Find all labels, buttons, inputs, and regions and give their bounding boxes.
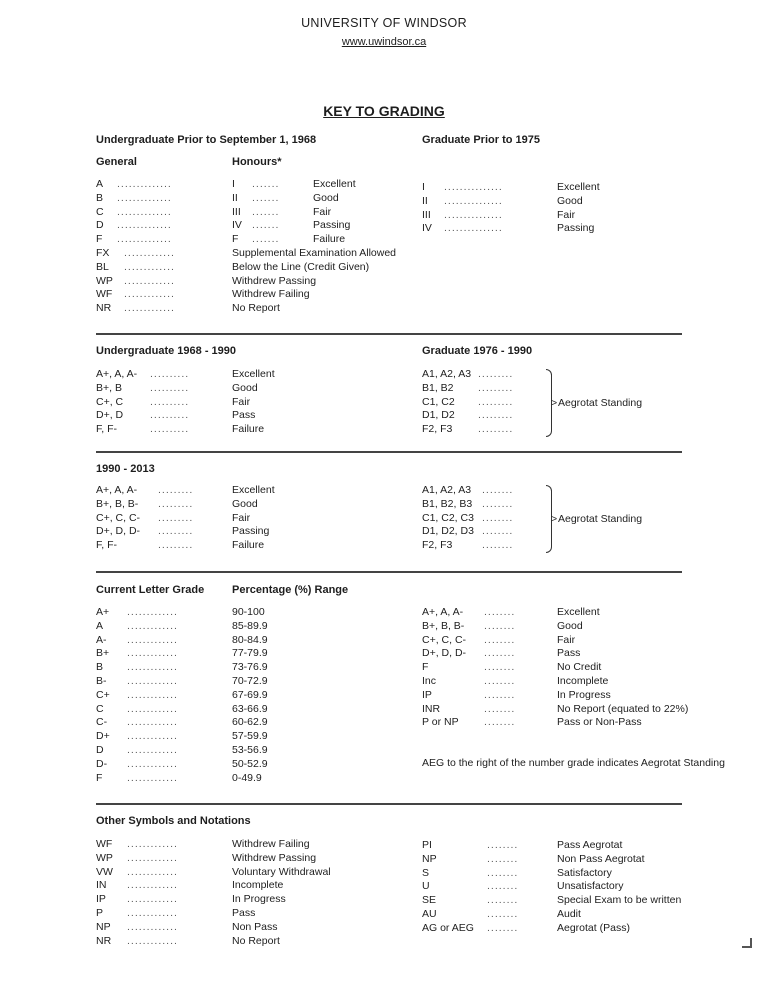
symbol-description: Non Pass Aegrotat [557, 852, 645, 865]
dot-leader: ........ [484, 716, 516, 729]
grade-code: A+, A, A- [422, 606, 464, 618]
grade-code: II [422, 194, 428, 207]
symbol-code: P [96, 907, 104, 919]
grade-code: NR [96, 302, 112, 315]
section3-title: 1990 - 2013 [96, 463, 155, 475]
dot-leader: ........ [484, 688, 516, 701]
percentage-range: 50-52.9 [232, 757, 268, 770]
symbol-description: In Progress [232, 893, 286, 906]
grade-code: C1, C2, C3 [422, 511, 474, 524]
grade-code: A [96, 619, 104, 632]
percentage-range: 77-79.9 [232, 647, 268, 660]
symbol-description: Aegrotat (Pass) [557, 921, 630, 934]
grade-description: Failure [313, 233, 346, 246]
percentage-range: 85-89.9 [232, 619, 268, 632]
symbol-description: Voluntary Withdrawal [232, 865, 331, 878]
current-grade-title: Current Letter Grade [96, 584, 205, 596]
grade-description: Excellent [557, 606, 600, 618]
dot-leader: ........ [487, 880, 519, 893]
dot-leader: ............. [127, 757, 178, 770]
grade-code: B [96, 191, 104, 204]
grade-code: B+, B [96, 381, 122, 394]
honour-code: F [232, 233, 239, 246]
divider [96, 571, 682, 573]
grade-description: Fair [232, 395, 251, 408]
section1-left-title: Undergraduate Prior to September 1, 1968 [96, 134, 317, 146]
grade-description: Incomplete [557, 675, 609, 687]
grade-description: Good [232, 497, 258, 510]
dot-leader: ............. [127, 934, 178, 947]
dot-leader: ............... [444, 194, 503, 207]
grade-code: B1, B2, B3 [422, 497, 473, 510]
grade-description: In Progress [557, 688, 611, 701]
grade-code: WF [96, 288, 113, 301]
dot-leader: ....... [252, 233, 280, 246]
percentage-range: 80-84.9 [232, 633, 268, 646]
section5-title: Other Symbols and Notations [96, 815, 251, 827]
grade-code: B [96, 661, 104, 674]
grade-code: F, F- [96, 539, 117, 552]
grade-description: Supplemental Examination Allowed [232, 247, 397, 259]
dot-leader: ......... [478, 395, 514, 408]
grade-code: D [96, 744, 104, 756]
brace-tip: > [551, 397, 558, 409]
grade-code: IV [422, 222, 432, 235]
grade-code: C+ [96, 688, 110, 701]
honour-code: IV [232, 219, 242, 232]
symbol-description: Special Exam to be written [557, 894, 682, 907]
grade-code: D+, D [96, 409, 124, 422]
grade-description: Passing [232, 525, 270, 538]
dot-leader: ........ [482, 484, 514, 496]
dot-leader: ............. [127, 907, 178, 919]
dot-leader: ........ [482, 525, 514, 538]
honours-label: Honours* [232, 156, 282, 168]
percentage-range: 90-100 [232, 606, 265, 618]
grade-description: Failure [232, 539, 265, 552]
grade-code: C- [96, 716, 108, 729]
symbol-code: NP [422, 852, 437, 865]
dot-leader: ............. [124, 260, 175, 273]
aeg-note: AEG to the right of the number grade indicates Aegrotat Standing [422, 757, 725, 769]
grade-code: Inc [422, 675, 437, 687]
grade-code: IP [422, 688, 432, 701]
symbol-code: IP [96, 893, 106, 906]
percentage-range-title: Percentage (%) Range [232, 584, 349, 596]
grade-code: D [96, 219, 104, 232]
page-title: KEY TO GRADING [323, 103, 445, 119]
grade-code: C [96, 702, 104, 715]
symbol-description: No Report [232, 934, 280, 947]
dot-leader: ............. [127, 675, 178, 687]
dot-leader: ........ [487, 839, 519, 851]
grade-description: No Report [232, 302, 280, 315]
symbol-description: Non Pass [232, 920, 278, 933]
dot-leader: .............. [117, 233, 172, 246]
dot-leader: .............. [117, 191, 172, 204]
grade-description: Fair [313, 205, 332, 218]
grade-description: Withdrew Failing [232, 288, 310, 301]
grade-description: Fair [232, 511, 251, 524]
dot-leader: ............. [127, 702, 178, 715]
dot-leader: ......... [158, 539, 194, 552]
grade-description: Good [313, 191, 339, 204]
university-name: UNIVERSITY OF WINDSOR [301, 16, 467, 30]
dot-leader: .......... [150, 381, 190, 394]
grade-description: Passing [313, 219, 351, 232]
symbol-code: PI [422, 839, 432, 851]
aegrotat-note: Aegrotat Standing [558, 397, 643, 409]
divider [96, 803, 682, 805]
dot-leader: ............... [444, 181, 503, 193]
honour-code: III [232, 205, 241, 218]
grade-description: Good [232, 381, 258, 394]
grade-code: A+, A, A- [96, 368, 138, 380]
dot-leader: ........ [487, 866, 519, 879]
grade-description: Excellent [232, 368, 275, 380]
percentage-range: 60-62.9 [232, 716, 268, 729]
symbol-code: NR [96, 934, 112, 947]
dot-leader: ............. [124, 274, 175, 287]
symbol-description: Incomplete [232, 879, 284, 892]
dot-leader: ............. [127, 647, 178, 660]
dot-leader: ......... [478, 423, 514, 436]
dot-leader: ........ [484, 619, 516, 632]
dot-leader: ............. [127, 893, 178, 906]
grade-description: Pass or Non-Pass [557, 716, 642, 729]
symbol-code: AG or AEG [422, 921, 474, 934]
grade-code: B1, B2 [422, 381, 454, 394]
grade-code: C+, C, C- [422, 633, 467, 646]
dot-leader: ............. [124, 288, 175, 301]
grade-code: F, F- [96, 423, 117, 436]
grade-code: P or NP [422, 716, 459, 729]
grade-code: BL [96, 260, 109, 273]
grade-code: FX [96, 247, 110, 259]
dot-leader: ............. [124, 247, 175, 259]
symbol-description: Audit [557, 908, 581, 920]
dot-leader: ......... [158, 484, 194, 496]
dot-leader: ........ [484, 702, 516, 715]
grade-code: D- [96, 757, 108, 770]
dot-leader: ............. [127, 661, 178, 674]
grade-code: F [96, 233, 103, 246]
percentage-range: 73-76.9 [232, 661, 268, 674]
dot-leader: ......... [158, 511, 194, 524]
dot-leader: ............. [127, 716, 178, 729]
symbol-description: Satisfactory [557, 866, 612, 879]
grade-code: D+, D, D- [422, 647, 467, 660]
dot-leader: ........ [484, 606, 516, 618]
percentage-range: 53-56.9 [232, 744, 268, 756]
dot-leader: ............. [127, 838, 178, 850]
symbol-description: Withdrew Failing [232, 838, 310, 850]
symbol-description: Pass [232, 907, 256, 919]
section1-right-title: Graduate Prior to 1975 [422, 134, 540, 146]
symbol-description: Unsatisfactory [557, 880, 624, 893]
dot-leader: .......... [150, 409, 190, 422]
honour-code: II [232, 191, 238, 204]
dot-leader: ........ [484, 675, 516, 687]
grade-code: INR [422, 702, 441, 715]
dot-leader: ............... [444, 208, 503, 221]
section2-right-title: Graduate 1976 - 1990 [422, 345, 533, 357]
website-link[interactable]: www.uwindsor.ca [341, 36, 427, 48]
divider [96, 333, 682, 335]
divider [96, 451, 682, 453]
dot-leader: ............. [127, 688, 178, 701]
grade-code: C+, C [96, 395, 124, 408]
grade-code: F [96, 771, 103, 784]
dot-leader: ....... [252, 191, 280, 204]
grade-description: No Report (equated to 22%) [557, 702, 689, 715]
symbol-code: U [422, 880, 430, 893]
grade-description: Good [557, 619, 583, 632]
dot-leader: .............. [117, 205, 172, 218]
symbol-code: IN [96, 879, 107, 892]
dot-leader: ......... [478, 381, 514, 394]
grade-code: B+, B, B- [96, 497, 139, 510]
grade-code: B+ [96, 647, 110, 660]
grade-code: A- [96, 633, 107, 646]
dot-leader: ........ [482, 511, 514, 524]
grade-code: F2, F3 [422, 539, 453, 552]
grade-description: Pass [557, 647, 581, 660]
grade-code: A+, A, A- [96, 484, 138, 496]
grade-code: F2, F3 [422, 423, 453, 436]
grade-code: I [422, 181, 425, 193]
honour-code: I [232, 178, 235, 190]
dot-leader: ........ [484, 633, 516, 646]
dot-leader: ............. [127, 851, 178, 864]
grade-description: Excellent [232, 484, 275, 496]
grade-description: Excellent [557, 181, 600, 193]
grade-code: F [422, 661, 429, 674]
grade-description: Failure [232, 423, 265, 436]
dot-leader: .......... [150, 395, 190, 408]
grade-code: A1, A2, A3 [422, 368, 472, 380]
dot-leader: ............. [127, 633, 178, 646]
grade-code: C1, C2 [422, 395, 455, 408]
grade-description: Fair [557, 208, 576, 221]
percentage-range: 67-69.9 [232, 688, 268, 701]
percentage-range: 63-66.9 [232, 702, 268, 715]
symbol-code: S [422, 866, 430, 879]
symbol-code: WP [96, 851, 113, 864]
dot-leader: ............... [444, 222, 503, 235]
grade-description: Excellent [313, 178, 356, 190]
grade-code: III [422, 208, 431, 221]
grade-code: B+, B, B- [422, 619, 465, 632]
dot-leader: ......... [158, 525, 194, 538]
page-corner-mark [742, 938, 752, 948]
grade-description: Good [557, 194, 583, 207]
grade-description: Withdrew Passing [232, 274, 317, 287]
dot-leader: .......... [150, 423, 190, 436]
dot-leader: ............. [127, 879, 178, 892]
symbol-description: Withdrew Passing [232, 851, 317, 864]
grade-description: Pass [232, 409, 256, 422]
dot-leader: ......... [158, 497, 194, 510]
grade-description: No Credit [557, 661, 602, 674]
grade-description: Fair [557, 633, 576, 646]
dot-leader: ............. [127, 744, 178, 756]
dot-leader: ........ [487, 908, 519, 920]
grade-code: D+ [96, 730, 110, 743]
dot-leader: ....... [252, 219, 280, 232]
grade-code: D1, D2 [422, 409, 455, 422]
symbol-code: VW [96, 865, 113, 878]
grade-description: Below the Line (Credit Given) [232, 260, 370, 273]
aegrotat-note: Aegrotat Standing [558, 513, 643, 525]
section2-left-title: Undergraduate 1968 - 1990 [96, 345, 237, 357]
grade-code: A [96, 178, 104, 190]
dot-leader: ............. [127, 730, 178, 743]
symbol-code: NP [96, 920, 111, 933]
symbol-code: WF [96, 838, 113, 850]
grade-code: C+, C, C- [96, 511, 141, 524]
dot-leader: ....... [252, 205, 280, 218]
percentage-range: 57-59.9 [232, 730, 268, 743]
dot-leader: .............. [117, 178, 172, 190]
dot-leader: ............. [127, 606, 178, 618]
grade-code: D+, D, D- [96, 525, 141, 538]
symbol-code: SE [422, 894, 437, 907]
percentage-range: 70-72.9 [232, 675, 268, 687]
dot-leader: ......... [478, 409, 514, 422]
dot-leader: ........ [484, 661, 516, 674]
dot-leader: ........ [487, 921, 519, 934]
dot-leader: ............. [127, 865, 178, 878]
dot-leader: ....... [252, 178, 280, 190]
dot-leader: ........ [482, 497, 514, 510]
grade-code: A1, A2, A3 [422, 484, 472, 496]
grade-code: WP [96, 274, 113, 287]
grade-code: C [96, 205, 104, 218]
grade-code: D1, D2, D3 [422, 525, 474, 538]
dot-leader: ............. [127, 920, 178, 933]
grade-code: A+ [96, 606, 110, 618]
general-label: General [96, 156, 137, 168]
symbol-code: AU [422, 908, 437, 920]
grade-code: B- [96, 675, 107, 687]
dot-leader: ........ [482, 539, 514, 552]
dot-leader: .......... [150, 368, 190, 380]
dot-leader: ............. [124, 302, 175, 315]
dot-leader: ........ [487, 894, 519, 907]
dot-leader: .............. [117, 219, 172, 232]
brace-tip: > [551, 513, 558, 525]
symbol-description: Pass Aegrotat [557, 839, 623, 851]
percentage-range: 0-49.9 [232, 771, 262, 784]
dot-leader: ............. [127, 619, 178, 632]
dot-leader: ......... [478, 368, 514, 380]
grade-description: Passing [557, 222, 595, 235]
dot-leader: ........ [487, 852, 519, 865]
dot-leader: ............. [127, 771, 178, 784]
dot-leader: ........ [484, 647, 516, 660]
